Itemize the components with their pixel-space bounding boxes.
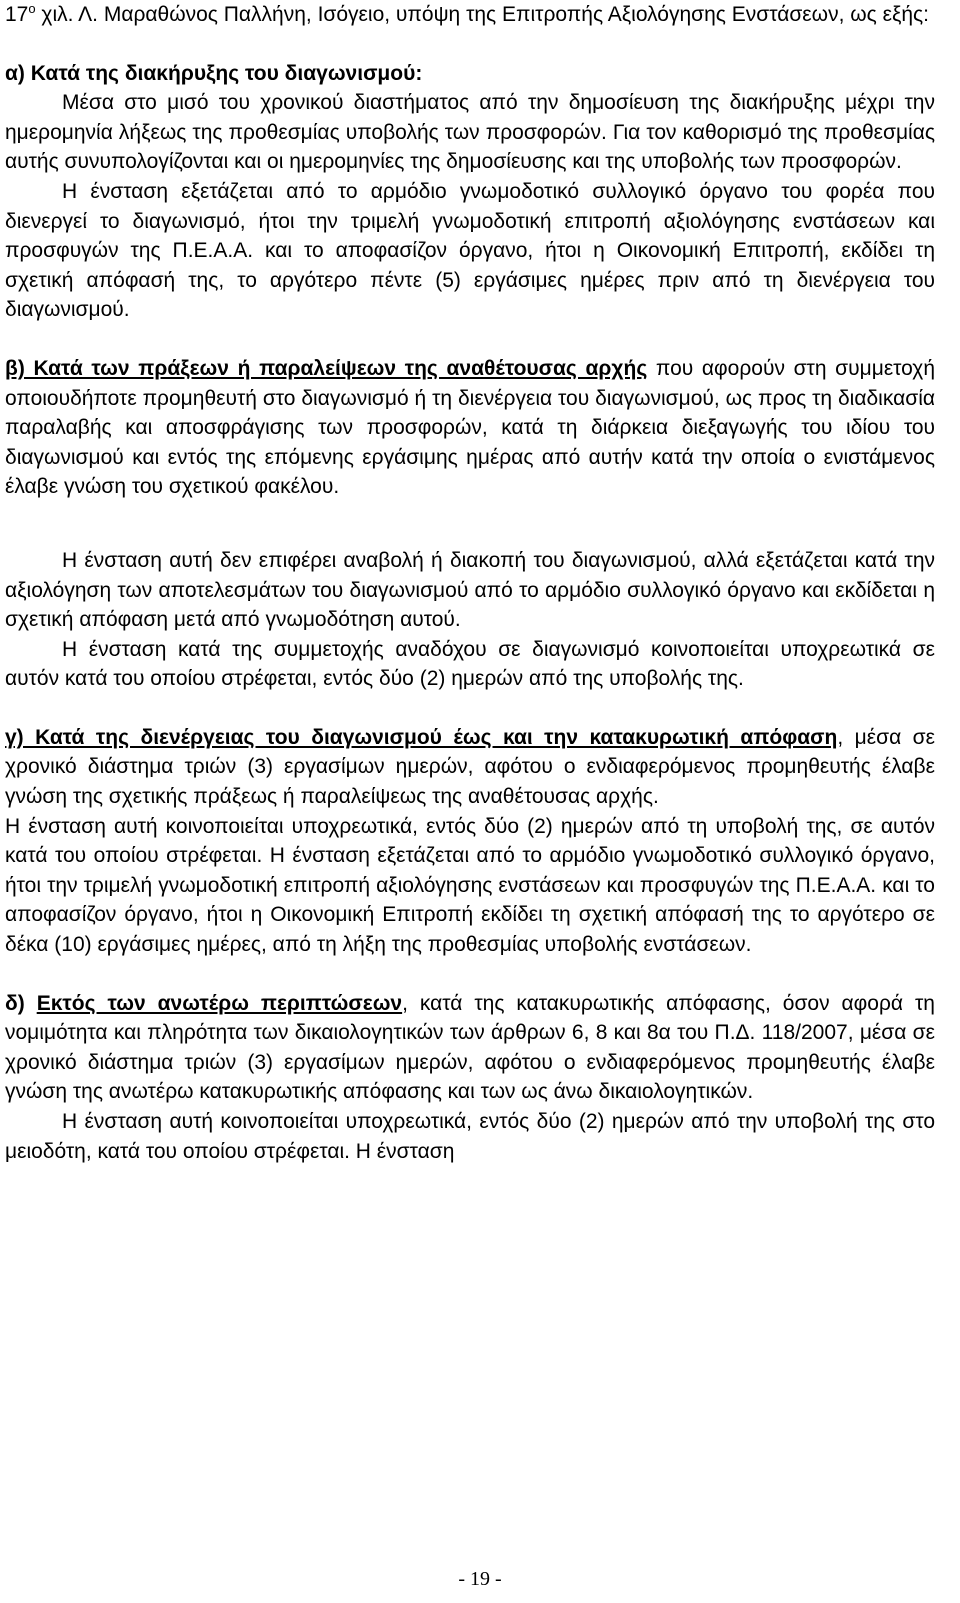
intro-superscript: ο <box>28 1 36 16</box>
section-a-paragraph-1: Μέσα στο μισό του χρονικού διαστήματος από την δημοσίευση της διακήρυξης μέχρι την ημερομηνία λήξεως της προθεσμίας υποβολής των προσφορών. Για τον καθορισμό της προθεσμίας αυτής συνυπολογίζονται και οι ημερομηνίες της δημοσίευσης και της υποβολής των προσφορών. <box>5 91 935 174</box>
section-a-paragraph-2: Η ένσταση εξετάζεται από το αρμόδιο γνωμοδοτικό συλλογικό όργανο του φορέα που διενεργεί το διαγωνισμό, ήτοι την τριμελή γνωμοδοτική επιτροπή αξιολόγησης ενστάσεων και προσφυγών της Π.Ε.Α.Α. και το αποφασίζον όργανο, ήτοι η Οικονομική Επιτροπή, εκδίδει τη σχετική απόφασή της, το αργότερο πέντε (5) εργάσιμες ημέρες πριν από τη διενέργεια του διαγωνισμού. <box>5 179 935 322</box>
section-b-paragraph-1-text: που αφορούν στη συμμετοχή οποιουδήποτε προμηθευτή στο διαγωνισμό ή τη διενέργεια του διαγωνισμού, ως προς τη διαδικασία παραλαβής και αποσφράγισης των προσφορών, κατά τη διάρκεια διεξαγωγής του ιδίου του διαγωνισμού και εντός της επόμενης εργάσιμης ημέρας από αυτήν κατά την οποία ο ενιστάμενος έλαβε γνώση του σχετικού φακέλου. <box>5 356 935 499</box>
section-d-paragraph-1-text: , κατά της κατακυρωτικής απόφασης, όσον αφορά τη νομιμότητα και πληρότητα των δικαιολογητικών των άρθρων 6, 8 και 8α του Π.Δ. 118/2007, μέσα σε χρονικό διάστημα τριών (3) εργασίμων ημερών, αφότου ο ενδιαφερόμενος προμηθευτής έλαβε γνώση της ανωτέρω κατακυρωτικής απόφασης και των ως άνω δικαιολογητικών. <box>5 991 935 1104</box>
page-number: - 19 - <box>458 1568 502 1590</box>
section-c-heading: γ) Κατά της διενέργειας του διαγωνισμού έως και την κατακυρωτική απόφαση <box>5 725 838 749</box>
section-c-paragraph-2: Η ένσταση αυτή κοινοποιείται υποχρεωτικά, εντός δύο (2) ημερών από τη υποβολή της, σε αυτόν κατά του οποίου στρέφεται. Η ένσταση εξετάζεται από το αρμόδιο γνωμοδοτικό συλλογικό όργανο, ήτοι την τριμελή γνωμοδοτική επιτροπή αξιολόγησης ενστάσεων και προσφυγών της Π.Ε.Α.Α. και το αποφασίζον όργανο, ήτοι η Οικονομική Επιτροπή εκδίδει τη σχετική απόφασή της το αργότερο σε δέκα (10) εργάσιμες ημέρες, από τη λήξη της προθεσμίας υποβολής ενστάσεων. <box>5 814 935 957</box>
section-b-paragraph-2: Η ένσταση αυτή δεν επιφέρει αναβολή ή διακοπή του διαγωνισμού, αλλά εξετάζεται κατά την αξιολόγηση των αποτελεσμάτων του διαγωνισμού από το αρμόδιο συλλογικό όργανο και εκδίδεται η σχετική απόφαση μετά από γνωμοδότηση αυτού. <box>5 548 935 632</box>
section-c-paragraph-1 <box>5 723 935 812</box>
section-d-heading: Εκτός των ανωτέρω περιπτώσεων <box>36 991 403 1015</box>
intro-number: 17 <box>5 3 29 26</box>
section-d-prefix: δ) <box>5 991 37 1015</box>
intro-paragraph <box>5 0 935 30</box>
section-b-heading: β) Κατά των πράξεων ή παραλείψεων της αναθέτουσας αρχής <box>5 356 648 380</box>
section-b-paragraph-1 <box>5 354 935 502</box>
section-a-heading: α) Κατά της διακήρυξης του διαγωνισμού: <box>5 61 423 85</box>
document-page <box>5 0 935 1166</box>
section-b-paragraph-3: Η ένσταση κατά της συμμετοχής αναδόχου σε διαγωνισμό κοινοποιείται υποχρεωτικά σε αυτόν κατά του οποίου στρέφεται, εντός δύο (2) ημερών από της υποβολής της. <box>5 637 935 691</box>
intro-text: χιλ. Λ. Μαραθώνος Παλλήνη, Ισόγειο, υπόψη της Επιτροπής Αξιολόγησης Ενστάσεων, ως εξής: <box>35 3 929 26</box>
section-d-paragraph-2: Η ένσταση αυτή κοινοποιείται υποχρεωτικά, εντός δύο (2) ημερών από την υποβολή της στο μειοδότη, κατά του οποίου στρέφεται. Η ένσταση <box>5 1110 935 1163</box>
section-d-paragraph-1 <box>5 989 935 1107</box>
section-c-paragraph-1-text: , μέσα σε χρονικό διάστημα τριών (3) εργασίμων ημερών, αφότου ο ενδιαφερόμενος προμηθευτής έλαβε γνώση της σχετικής πράξεως ή παραλείψεως της αναθέτουσας αρχής. <box>5 725 936 809</box>
